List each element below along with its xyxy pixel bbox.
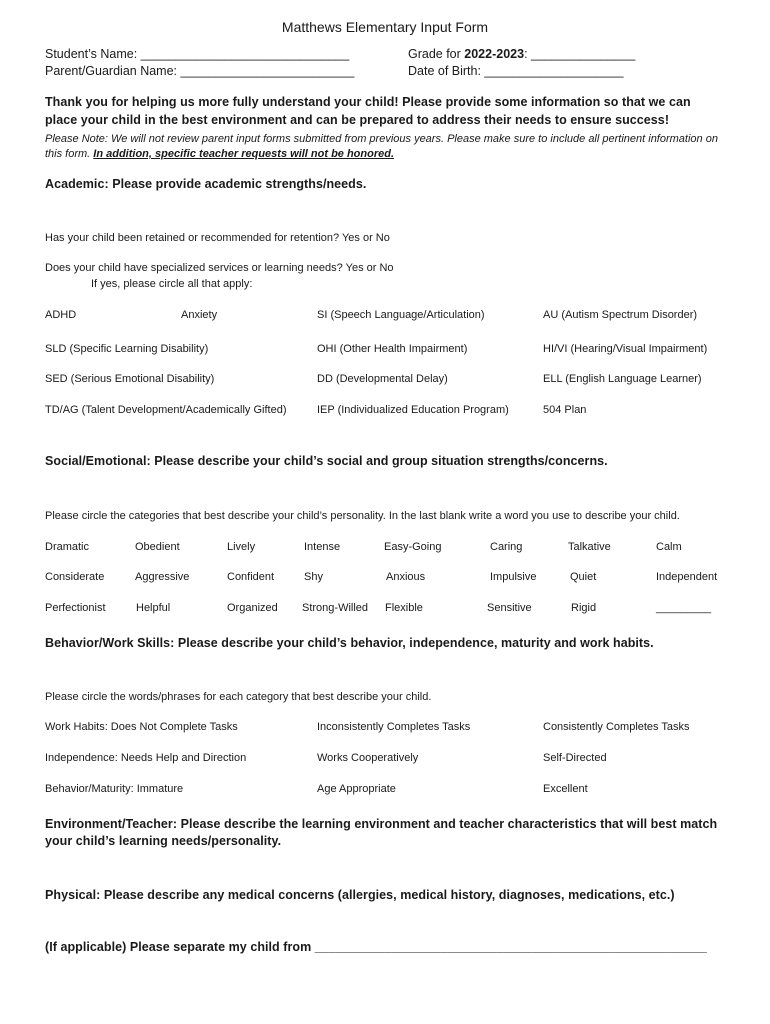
separate-request-field[interactable]: (If applicable) Please separate my child from ________________________________________________________ [45, 940, 707, 954]
option-ohi[interactable]: OHI (Other Health Impairment) [317, 343, 468, 355]
trait-rigid[interactable]: Rigid [571, 602, 597, 614]
maturity-option-3[interactable]: Excellent [543, 783, 588, 795]
trait-custom-blank[interactable]: _________ [656, 602, 712, 614]
intro-line-1: Thank you for helping us more fully understand your child! Please provide some information so that we can [45, 95, 691, 109]
independence-option-3[interactable]: Self-Directed [543, 752, 607, 764]
trait-helpful[interactable]: Helpful [136, 602, 171, 614]
grade-field[interactable] [408, 47, 635, 61]
behavior-instruction: Please circle the words/phrases for each category that best describe your child. [45, 691, 432, 703]
note-plain: this form. [45, 148, 94, 160]
trait-talkative[interactable]: Talkative [568, 541, 611, 553]
trait-lively[interactable]: Lively [227, 541, 256, 553]
grade-year: 2022-2023 [464, 47, 525, 61]
intro-line-2: place your child in the best environment and can be prepared to address their needs to ensure success! [45, 113, 670, 127]
trait-sensitive[interactable]: Sensitive [487, 602, 532, 614]
option-hivi[interactable]: HI/VI (Hearing/Visual Impairment) [543, 343, 708, 355]
student-name-field[interactable]: Student’s Name: ______________________________ [45, 47, 350, 61]
trait-organized[interactable]: Organized [227, 602, 278, 614]
note-line-1: Please Note: We will not review parent input forms submitted from previous years. Please make sure to include all pertinent information on [45, 133, 718, 145]
behavior-heading: Behavior/Work Skills: Please describe your child’s behavior, independence, maturity and work habits. [45, 636, 654, 650]
option-ell[interactable]: ELL (English Language Learner) [543, 373, 702, 385]
independence-option-1[interactable]: Independence: Needs Help and Direction [45, 752, 247, 764]
environment-heading-line-2: your child’s learning needs/personality. [45, 834, 282, 848]
trait-aggressive[interactable]: Aggressive [135, 571, 190, 583]
grade-blank: : _______________ [524, 47, 636, 61]
work-habits-option-1[interactable]: Work Habits: Does Not Complete Tasks [45, 721, 238, 733]
work-habits-option-2[interactable]: Inconsistently Completes Tasks [317, 721, 471, 733]
environment-heading-line-1: Environment/Teacher: Please describe the learning environment and teacher characteristics that will best match [45, 817, 718, 831]
page-title: Matthews Elementary Input Form [281, 19, 489, 35]
option-iep[interactable]: IEP (Individualized Education Program) [317, 404, 509, 416]
option-adhd[interactable]: ADHD [45, 309, 77, 321]
option-504[interactable]: 504 Plan [543, 404, 587, 416]
trait-intense[interactable]: Intense [304, 541, 341, 553]
physical-heading: Physical: Please describe any medical concerns (allergies, medical history, diagnoses, medications, etc.) [45, 888, 675, 902]
note-emphasis: In addition, specific teacher requests will not be honored. [93, 148, 395, 160]
work-habits-option-3[interactable]: Consistently Completes Tasks [543, 721, 690, 733]
trait-calm[interactable]: Calm [656, 541, 682, 553]
trait-shy[interactable]: Shy [304, 571, 323, 583]
social-heading: Social/Emotional: Please describe your child’s social and group situation strengths/concerns. [45, 454, 608, 468]
trait-impulsive[interactable]: Impulsive [490, 571, 537, 583]
note-line-2 [45, 148, 394, 160]
trait-easy-going[interactable]: Easy-Going [384, 541, 442, 553]
trait-perfectionist[interactable]: Perfectionist [45, 602, 106, 614]
trait-flexible[interactable]: Flexible [385, 602, 423, 614]
option-sed[interactable]: SED (Serious Emotional Disability) [45, 373, 215, 385]
trait-caring[interactable]: Caring [490, 541, 523, 553]
services-question[interactable]: Does your child have specialized services or learning needs? Yes or No [45, 262, 394, 274]
independence-option-2[interactable]: Works Cooperatively [317, 752, 419, 764]
academic-heading: Academic: Please provide academic strengths/needs. [45, 177, 367, 191]
option-tdag[interactable]: TD/AG (Talent Development/Academically Gifted) [45, 404, 287, 416]
trait-anxious[interactable]: Anxious [386, 571, 426, 583]
trait-confident[interactable]: Confident [227, 571, 275, 583]
option-si[interactable]: SI (Speech Language/Articulation) [317, 309, 485, 321]
option-anxiety[interactable]: Anxiety [181, 309, 218, 321]
maturity-option-2[interactable]: Age Appropriate [317, 783, 396, 795]
retention-question[interactable]: Has your child been retained or recommended for retention? Yes or No [45, 232, 390, 244]
trait-strong-willed[interactable]: Strong-Willed [302, 602, 369, 614]
option-au[interactable]: AU (Autism Spectrum Disorder) [543, 309, 698, 321]
trait-quiet[interactable]: Quiet [570, 571, 597, 583]
maturity-option-1[interactable]: Behavior/Maturity: Immature [45, 783, 184, 795]
trait-dramatic[interactable]: Dramatic [45, 541, 90, 553]
personality-instruction: Please circle the categories that best describe your child’s personality. In the last blank write a word you use to describe your child. [45, 510, 680, 522]
grade-prefix: Grade for [408, 47, 465, 61]
option-sld[interactable]: SLD (Specific Learning Disability) [45, 343, 209, 355]
trait-obedient[interactable]: Obedient [135, 541, 180, 553]
dob-field[interactable]: Date of Birth: ____________________ [408, 64, 624, 78]
parent-name-field[interactable]: Parent/Guardian Name: _________________________ [45, 64, 355, 78]
circle-instruction: If yes, please circle all that apply: [91, 278, 253, 290]
trait-independent[interactable]: Independent [656, 571, 718, 583]
trait-considerate[interactable]: Considerate [45, 571, 105, 583]
option-dd[interactable]: DD (Developmental Delay) [317, 373, 448, 385]
